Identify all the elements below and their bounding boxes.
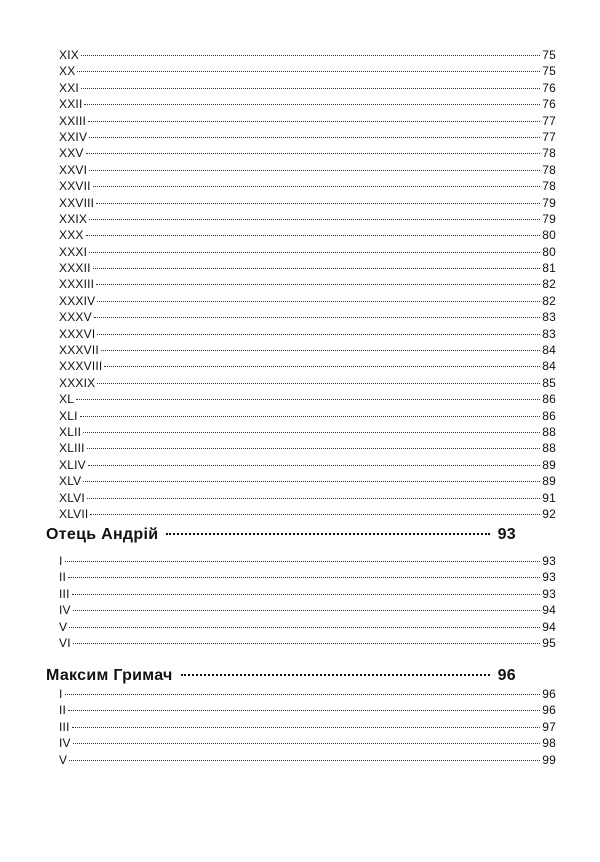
toc-entry[interactable] xyxy=(59,293,556,309)
entry-label: XXII xyxy=(59,97,83,112)
entry-label: XIX xyxy=(59,48,79,62)
entry-page: 77 xyxy=(542,113,556,128)
section-title-text: Максим Гримач xyxy=(46,667,173,684)
leader-dots xyxy=(94,316,540,318)
toc-entry[interactable] xyxy=(59,96,556,112)
entry-label: III xyxy=(59,719,70,734)
leader-dots xyxy=(69,626,540,628)
toc-entry[interactable] xyxy=(59,129,556,145)
toc-entry[interactable] xyxy=(59,260,556,276)
entry-label: XX xyxy=(59,64,76,79)
entry-page: 84 xyxy=(542,359,556,374)
entry-label: XXI xyxy=(59,80,79,95)
leader-dots xyxy=(90,513,540,515)
entry-page: 94 xyxy=(542,619,556,634)
toc-entry[interactable] xyxy=(59,244,556,260)
toc-entry[interactable] xyxy=(59,276,556,292)
toc-entry[interactable] xyxy=(59,358,556,374)
entry-page: 92 xyxy=(542,506,556,521)
entry-label: XXXVII xyxy=(59,343,99,358)
entry-page: 85 xyxy=(542,375,556,390)
leader-dots xyxy=(83,431,540,433)
entry-page: 78 xyxy=(542,162,556,177)
entry-label: XXIII xyxy=(59,113,87,128)
leader-dots xyxy=(88,464,540,466)
entry-page: 81 xyxy=(542,261,556,276)
entry-label: XLIV xyxy=(59,457,86,472)
entry-label: XXXIII xyxy=(59,277,95,292)
entry-page: 78 xyxy=(542,179,556,194)
toc-entry[interactable] xyxy=(59,553,556,569)
entry-page: 96 xyxy=(542,687,556,701)
toc-entry[interactable] xyxy=(59,686,556,702)
leader-dots xyxy=(65,560,540,562)
leader-dots xyxy=(81,87,540,89)
entry-label: XL xyxy=(59,392,75,407)
entry-label: XXIX xyxy=(59,211,88,226)
leader-dots xyxy=(84,103,540,105)
entry-label: V xyxy=(59,752,68,767)
entry-page: 89 xyxy=(542,474,556,489)
entry-page: 82 xyxy=(542,277,556,292)
toc-list-section-1 xyxy=(59,553,556,651)
leader-dots xyxy=(89,136,540,138)
leader-dots xyxy=(68,709,540,711)
toc-entry[interactable] xyxy=(59,113,556,129)
toc-entry[interactable] xyxy=(59,47,556,63)
entry-label: II xyxy=(59,703,67,718)
entry-label: XXX xyxy=(59,228,84,243)
entry-page: 83 xyxy=(542,310,556,325)
toc-entry[interactable] xyxy=(59,195,556,211)
entry-label: I xyxy=(59,554,63,568)
entry-page: 82 xyxy=(542,293,556,308)
leader-dots xyxy=(89,251,540,253)
leader-dots xyxy=(81,54,540,56)
toc-entry[interactable] xyxy=(59,162,556,178)
entry-page: 76 xyxy=(542,97,556,112)
entry-page: 79 xyxy=(542,211,556,226)
leader-dots xyxy=(97,382,540,384)
entry-label: XLIII xyxy=(59,441,85,456)
toc-entry[interactable] xyxy=(59,227,556,243)
entry-page: 79 xyxy=(542,195,556,210)
toc-entry[interactable] xyxy=(59,735,556,751)
toc-entry[interactable] xyxy=(59,211,556,227)
toc-list-section-2 xyxy=(59,686,556,768)
toc-entry[interactable] xyxy=(59,490,556,506)
leader-dots xyxy=(96,202,540,204)
toc-entry[interactable] xyxy=(59,408,556,424)
entry-label: VI xyxy=(59,635,71,650)
entry-label: XLV xyxy=(59,474,82,489)
entry-label: XXXII xyxy=(59,261,91,276)
leader-dots xyxy=(69,759,540,761)
entry-label: I xyxy=(59,687,63,701)
leader-dots xyxy=(73,742,540,744)
entry-label: XXVI xyxy=(59,162,88,177)
entry-page: 93 xyxy=(542,554,556,568)
entry-page: 91 xyxy=(542,490,556,505)
toc-entry[interactable] xyxy=(59,440,556,456)
entry-label: XXV xyxy=(59,146,84,161)
entry-page: 88 xyxy=(542,424,556,439)
toc-entry[interactable] xyxy=(59,752,556,768)
entry-label: V xyxy=(59,619,68,634)
entry-page: 96 xyxy=(542,703,556,718)
toc-entry[interactable] xyxy=(59,145,556,161)
entry-page: 88 xyxy=(542,441,556,456)
leader-dots xyxy=(86,234,540,236)
entry-label: XXXV xyxy=(59,310,92,325)
section-page: 93 xyxy=(497,526,516,543)
toc-entry[interactable] xyxy=(59,375,556,391)
entry-label: XXXIX xyxy=(59,375,96,390)
toc-entry[interactable] xyxy=(59,424,556,440)
entry-label: XLVI xyxy=(59,490,85,505)
toc-entry[interactable] xyxy=(59,309,556,325)
entry-page: 93 xyxy=(542,586,556,601)
entry-page: 86 xyxy=(542,392,556,407)
section-page: 96 xyxy=(497,667,516,684)
entry-page: 83 xyxy=(542,326,556,341)
toc-entry[interactable] xyxy=(59,602,556,618)
leader-dots xyxy=(104,365,540,367)
entry-label: IV xyxy=(59,603,71,618)
entry-label: XXIV xyxy=(59,129,88,144)
toc-entry[interactable] xyxy=(59,619,556,635)
entry-label: XLI xyxy=(59,408,78,423)
entry-page: 75 xyxy=(542,48,556,62)
entry-page: 80 xyxy=(542,228,556,243)
toc-entry[interactable] xyxy=(59,80,556,96)
entry-label: III xyxy=(59,586,70,601)
entry-label: XLVII xyxy=(59,506,89,521)
entry-page: 97 xyxy=(542,719,556,734)
leader-dots xyxy=(101,349,540,351)
entry-label: XXXIV xyxy=(59,293,96,308)
toc-entry[interactable] xyxy=(59,719,556,735)
toc-entry[interactable] xyxy=(59,178,556,194)
leader-dots xyxy=(89,218,540,220)
leader-dots xyxy=(68,576,540,578)
leader-dots xyxy=(65,693,540,695)
entry-page: 99 xyxy=(542,752,556,767)
leader-dots xyxy=(80,415,540,417)
entry-page: 86 xyxy=(542,408,556,423)
leader-dots xyxy=(72,593,540,595)
entry-label: XXVIII xyxy=(59,195,95,210)
toc-entry[interactable] xyxy=(59,457,556,473)
section-title-text: Отець Андрій xyxy=(46,526,159,543)
entry-label: XLII xyxy=(59,424,82,439)
toc-entry[interactable] xyxy=(59,586,556,602)
section-heading[interactable] xyxy=(46,665,516,687)
leader-dots xyxy=(87,447,540,449)
leader-dots xyxy=(77,70,540,72)
entry-label: XXXI xyxy=(59,244,88,259)
leader-dots xyxy=(93,185,540,187)
entry-page: 94 xyxy=(542,603,556,618)
leader-dots xyxy=(86,152,540,154)
toc-entry[interactable] xyxy=(59,702,556,718)
toc-entry[interactable] xyxy=(59,326,556,342)
leader-dots xyxy=(89,169,540,171)
leader-dots xyxy=(73,642,540,644)
entry-page: 78 xyxy=(542,146,556,161)
entry-page: 93 xyxy=(542,570,556,585)
entry-page: 98 xyxy=(542,736,556,751)
toc-entry[interactable] xyxy=(59,63,556,79)
entry-page: 77 xyxy=(542,129,556,144)
entry-label: XXXVIII xyxy=(59,359,103,374)
leader-dots xyxy=(73,609,540,611)
leader-dots xyxy=(76,398,540,400)
leader-dots xyxy=(83,480,540,482)
toc-list-continued xyxy=(59,47,556,522)
leader-dots xyxy=(93,267,540,269)
entry-label: XXVII xyxy=(59,179,91,194)
leader-dots xyxy=(97,300,540,302)
toc-entry[interactable] xyxy=(59,635,556,651)
entry-page: 80 xyxy=(542,244,556,259)
entry-page: 89 xyxy=(542,457,556,472)
leader-dots xyxy=(166,533,489,535)
toc-entry[interactable] xyxy=(59,569,556,585)
entry-page: 76 xyxy=(542,80,556,95)
toc-entry[interactable] xyxy=(59,506,556,522)
entry-label: II xyxy=(59,570,67,585)
leader-dots xyxy=(181,674,490,676)
entry-page: 84 xyxy=(542,343,556,358)
leader-dots xyxy=(87,497,540,499)
leader-dots xyxy=(88,120,540,122)
toc-entry[interactable] xyxy=(59,391,556,407)
entry-page: 75 xyxy=(542,64,556,79)
entry-label: IV xyxy=(59,736,71,751)
entry-label: XXXVI xyxy=(59,326,96,341)
toc-entry[interactable] xyxy=(59,473,556,489)
leader-dots xyxy=(96,283,540,285)
leader-dots xyxy=(97,333,540,335)
toc-entry[interactable] xyxy=(59,342,556,358)
section-heading[interactable] xyxy=(46,524,516,546)
leader-dots xyxy=(72,726,540,728)
entry-page: 95 xyxy=(542,635,556,650)
